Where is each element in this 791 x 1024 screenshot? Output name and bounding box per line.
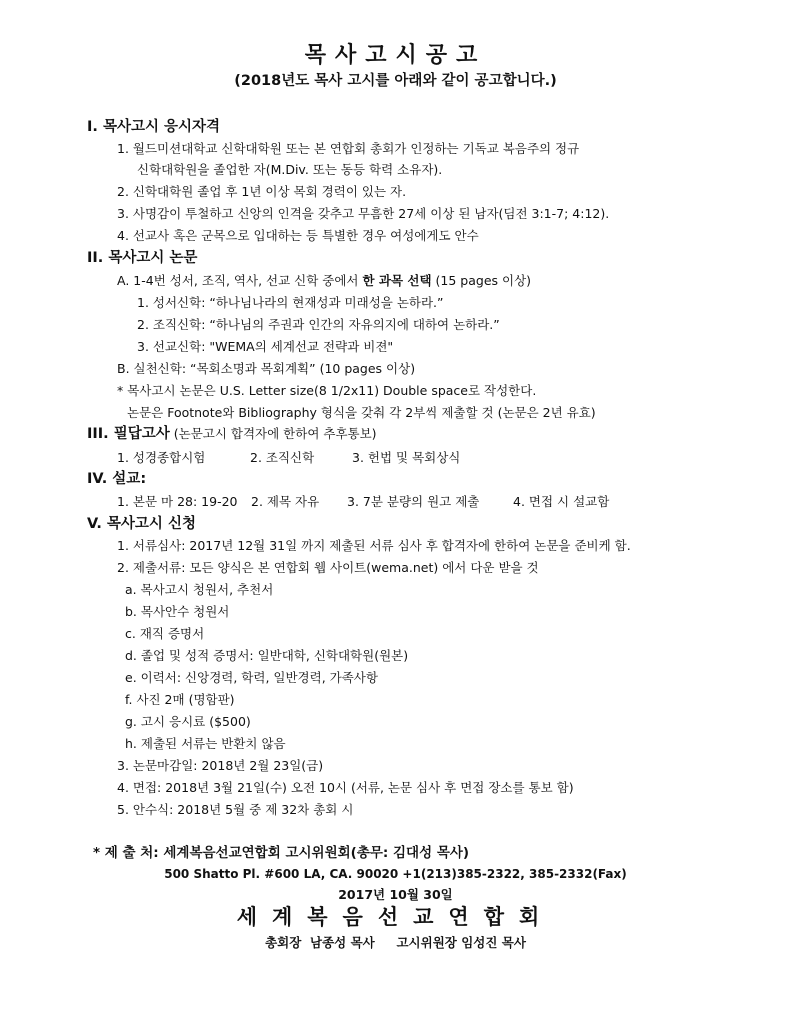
s1-item-2: 2. 신학대학원 졸업 후 1년 이상 목회 경력이 있는 자. xyxy=(117,184,407,199)
s5-doc-d: d. 졸업 및 성적 증명서: 일반대학, 신학대학원(원본) xyxy=(125,648,409,663)
s5-doc-c: c. 재직 증명서 xyxy=(125,626,205,641)
section-3-note: (논문고시 합격자에 한하여 추후통보) xyxy=(169,426,377,441)
section-5-heading: V. 목사고시 신청 xyxy=(87,516,196,532)
section-4-heading: IV. 설교: xyxy=(87,471,147,487)
submit-to: * 제 출 처: 세계복음선교연합회 고시위원회(총무: 김대성 목사) xyxy=(93,845,470,861)
s5-doc-g: g. 고시 응시료 ($500) xyxy=(125,714,251,729)
page-subtitle: (2018년도 목사 고시를 아래와 같이 공고합니다.) xyxy=(234,73,557,89)
s5-doc-e: e. 이력서: 신앙경력, 학력, 일반경력, 가족사항 xyxy=(125,670,378,685)
contact-address: 500 Shatto Pl. #600 LA, CA. 90020 +1(213)385-2322, 385-2332(Fax) xyxy=(164,867,627,881)
s3-item-2: 2. 조직신학 xyxy=(250,450,315,465)
section-3-heading-line xyxy=(87,425,377,443)
s4-item-1: 1. 본문 마 28: 19-20 xyxy=(117,494,238,509)
page-title: 목사고시공고 xyxy=(304,43,487,68)
organization-name: 세계복음선교연합회 xyxy=(236,905,555,929)
s2-note-1: * 목사고시 논문은 U.S. Letter size(8 1/2x11) Double space로 작성한다. xyxy=(117,383,537,398)
s5-item-3: 3. 논문마감일: 2018년 2월 23일(금) xyxy=(117,758,324,773)
section-1-heading: I. 목사고시 응시자격 xyxy=(87,119,221,135)
s5-item-2: 2. 제출서류: 모든 양식은 본 연합회 웹 사이트(wema.net) 에서 다운 받을 것 xyxy=(117,560,539,575)
s2-sub-3: 3. 선교신학: "WEMA의 세계선교 전략과 비젼" xyxy=(137,339,394,354)
s5-doc-h: h. 제출된 서류는 반환치 않음 xyxy=(125,736,286,751)
s5-doc-f: f. 사진 2매 (명함판) xyxy=(125,692,235,707)
s1-item-3: 3. 사명감이 투철하고 신앙의 인격을 갖추고 무흠한 27세 이상 된 남자(딤전 3:1-7; 4:12). xyxy=(117,206,610,221)
s5-item-1: 1. 서류심사: 2017년 12월 31일 까지 제출된 서류 심사 후 합격자에 한하여 논문을 준비케 함. xyxy=(117,538,631,553)
s3-item-3: 3. 헌법 및 목회상식 xyxy=(352,450,461,465)
s1-item-1: 1. 월드미션대학교 신학대학원 또는 본 연합회 총회가 인정하는 기독교 복음주의 정규 xyxy=(117,141,580,156)
s5-doc-a: a. 목사고시 청원서, 추천서 xyxy=(125,582,274,597)
s2-item-a-pre: A. 1-4번 성서, 조직, 역사, 선교 신학 중에서 xyxy=(117,273,363,288)
s2-sub-1: 1. 성서신학: “하나님나라의 현재성과 미래성을 논하라.” xyxy=(137,295,444,310)
s5-item-5: 5. 안수식: 2018년 5월 중 제 32차 총회 시 xyxy=(117,802,354,817)
s3-item-1: 1. 성경종합시험 xyxy=(117,450,206,465)
s1-item-4: 4. 선교사 혹은 군목으로 입대하는 등 특별한 경우 여성에게도 안수 xyxy=(117,228,479,243)
s2-item-a-post: (15 pages 이상) xyxy=(431,273,532,288)
section-2-heading: II. 목사고시 논문 xyxy=(87,250,198,266)
s2-item-b: B. 실천신학: “목회소명과 목회계획” (10 pages 이상) xyxy=(117,361,416,376)
s4-item-3: 3. 7분 분량의 원고 제출 xyxy=(347,494,480,509)
s2-note-2: 논문은 Footnote와 Bibliography 형식을 갖춰 각 2부씩 제출할 것 (논문은 2년 유효) xyxy=(127,405,596,420)
section-3-heading: III. 필답고사 xyxy=(87,426,170,442)
s2-item-a xyxy=(117,273,531,289)
signers: 총회장 남종성 목사 고시위원장 임성진 목사 xyxy=(265,935,526,950)
s2-sub-2: 2. 조직신학: “하나님의 주권과 인간의 자유의지에 대하여 논하라.” xyxy=(137,317,500,332)
s2-item-a-bold: 한 과목 선택 xyxy=(362,273,432,288)
s4-item-4: 4. 면접 시 설교함 xyxy=(513,494,610,509)
s4-item-2: 2. 제목 자유 xyxy=(251,494,320,509)
notice-date: 2017년 10월 30일 xyxy=(338,887,453,902)
s1-item-1-cont: 신학대학원을 졸업한 자(M.Div. 또는 동등 학력 소유자). xyxy=(137,162,443,177)
s5-item-4: 4. 면접: 2018년 3월 21일(수) 오전 10시 (서류, 논문 심사 후 면접 장소를 통보 함) xyxy=(117,780,574,795)
s5-doc-b: b. 목사안수 청원서 xyxy=(125,604,230,619)
